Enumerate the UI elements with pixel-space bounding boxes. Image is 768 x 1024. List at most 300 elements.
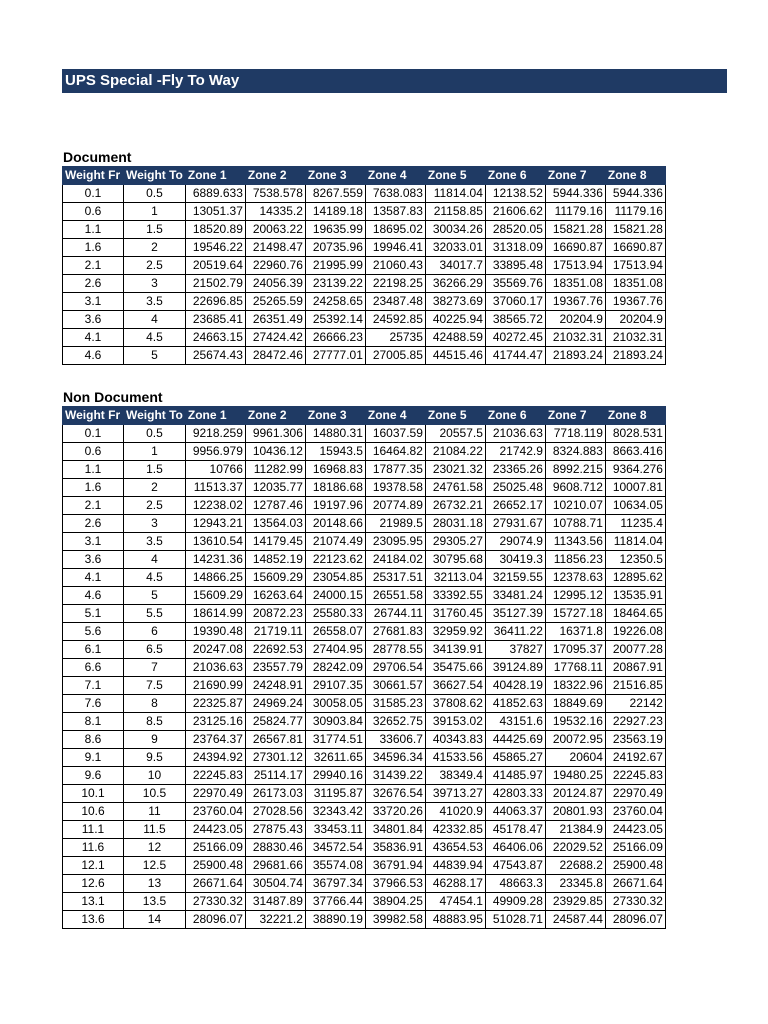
table-row	[63, 911, 666, 929]
rate-cell: 45178.47	[485, 821, 545, 839]
page-title: UPS Special -Fly To Way	[62, 69, 727, 93]
rate-cell: 18351.08	[605, 275, 665, 293]
weight-from-cell: 4.1	[63, 329, 124, 347]
table-row	[63, 425, 666, 443]
rate-cell: 14179.45	[245, 533, 305, 551]
rate-cell: 24761.58	[425, 479, 485, 497]
table-row	[63, 275, 666, 293]
weight-from-cell: 4.6	[63, 587, 124, 605]
rate-cell: 23365.26	[485, 461, 545, 479]
weight-to-cell: 5	[124, 587, 186, 605]
rate-cell: 17877.35	[365, 461, 425, 479]
weight-from-cell: 3.1	[63, 293, 124, 311]
rate-cell: 8028.531	[605, 425, 665, 443]
weight-to-cell: 4.5	[124, 569, 186, 587]
rate-cell: 27301.12	[245, 749, 305, 767]
weight-from-cell: 6.6	[63, 659, 124, 677]
column-header: Weight Fr	[63, 167, 124, 185]
rate-cell: 24056.39	[245, 275, 305, 293]
rate-cell: 29107.35	[305, 677, 365, 695]
rate-cell: 19197.96	[305, 497, 365, 515]
rate-cell: 35574.08	[305, 857, 365, 875]
rate-cell: 18520.89	[185, 221, 245, 239]
weight-to-cell: 12	[124, 839, 186, 857]
rate-cell: 25265.59	[245, 293, 305, 311]
rate-cell: 27005.85	[365, 347, 425, 365]
weight-to-cell: 4	[124, 311, 186, 329]
weight-to-cell: 7.5	[124, 677, 186, 695]
rate-cell: 18322.96	[545, 677, 605, 695]
weight-from-cell: 9.1	[63, 749, 124, 767]
rate-cell: 35127.39	[485, 605, 545, 623]
document-section-label: Document	[63, 149, 132, 165]
rate-cell: 26551.58	[365, 587, 425, 605]
rate-cell: 31760.45	[425, 605, 485, 623]
rate-cell: 47543.87	[485, 857, 545, 875]
rate-cell: 30661.57	[365, 677, 425, 695]
weight-from-cell: 12.1	[63, 857, 124, 875]
rate-cell: 33481.24	[485, 587, 545, 605]
rate-cell: 31585.23	[365, 695, 425, 713]
rate-cell: 12995.12	[545, 587, 605, 605]
weight-from-cell: 1.6	[63, 479, 124, 497]
weight-from-cell: 1.6	[63, 239, 124, 257]
rate-cell: 21084.22	[425, 443, 485, 461]
weight-from-cell: 2.1	[63, 257, 124, 275]
rate-cell: 8324.883	[545, 443, 605, 461]
column-header: Zone 8	[605, 407, 665, 425]
rate-cell: 13564.03	[245, 515, 305, 533]
weight-to-cell: 2	[124, 239, 186, 257]
rate-cell: 24000.15	[305, 587, 365, 605]
rate-cell: 13051.37	[185, 203, 245, 221]
weight-from-cell: 1.1	[63, 221, 124, 239]
table-row	[63, 893, 666, 911]
rate-cell: 20077.28	[605, 641, 665, 659]
rate-cell: 12350.5	[605, 551, 665, 569]
rate-cell: 25900.48	[605, 857, 665, 875]
weight-from-cell: 0.1	[63, 185, 124, 203]
rate-cell: 41744.47	[485, 347, 545, 365]
column-header: Zone 5	[425, 167, 485, 185]
rate-cell: 33720.26	[365, 803, 425, 821]
rate-cell: 16968.83	[305, 461, 365, 479]
column-header: Zone 2	[245, 407, 305, 425]
rate-cell: 35569.76	[485, 275, 545, 293]
rate-cell: 45865.27	[485, 749, 545, 767]
rate-cell: 22688.2	[545, 857, 605, 875]
weight-to-cell: 5	[124, 347, 186, 365]
rate-cell: 22325.87	[185, 695, 245, 713]
rate-cell: 41020.9	[425, 803, 485, 821]
rate-cell: 11814.04	[425, 185, 485, 203]
rate-cell: 29074.9	[485, 533, 545, 551]
rate-cell: 46406.06	[485, 839, 545, 857]
rate-cell: 9608.712	[545, 479, 605, 497]
weight-to-cell: 10.5	[124, 785, 186, 803]
weight-to-cell: 13.5	[124, 893, 186, 911]
rate-cell: 11513.37	[185, 479, 245, 497]
rate-cell: 28830.46	[245, 839, 305, 857]
column-header: Zone 1	[185, 407, 245, 425]
table-row	[63, 767, 666, 785]
rate-cell: 20735.96	[305, 239, 365, 257]
rate-cell: 48663.3	[485, 875, 545, 893]
rate-cell: 21989.5	[365, 515, 425, 533]
weight-from-cell: 7.6	[63, 695, 124, 713]
table-row	[63, 533, 666, 551]
rate-cell: 38273.69	[425, 293, 485, 311]
rate-cell: 33392.55	[425, 587, 485, 605]
rate-cell: 9961.306	[245, 425, 305, 443]
rate-cell: 25735	[365, 329, 425, 347]
rate-cell: 25392.14	[305, 311, 365, 329]
rate-cell: 28096.07	[605, 911, 665, 929]
weight-from-cell: 0.6	[63, 203, 124, 221]
rate-cell: 23139.22	[305, 275, 365, 293]
rate-cell: 19946.41	[365, 239, 425, 257]
weight-to-cell: 10	[124, 767, 186, 785]
weight-from-cell: 5.1	[63, 605, 124, 623]
rate-cell: 25900.48	[185, 857, 245, 875]
rate-cell: 27777.01	[305, 347, 365, 365]
weight-from-cell: 6.1	[63, 641, 124, 659]
rate-cell: 20801.93	[545, 803, 605, 821]
rate-cell: 21690.99	[185, 677, 245, 695]
rate-cell: 26671.64	[185, 875, 245, 893]
rate-cell: 28472.46	[245, 347, 305, 365]
rate-cell: 19635.99	[305, 221, 365, 239]
rate-cell: 15609.29	[245, 569, 305, 587]
weight-to-cell: 1.5	[124, 221, 186, 239]
rate-cell: 10788.71	[545, 515, 605, 533]
rate-cell: 17513.94	[605, 257, 665, 275]
table-row	[63, 551, 666, 569]
rate-cell: 44063.37	[485, 803, 545, 821]
rate-cell: 21498.47	[245, 239, 305, 257]
rate-cell: 23764.37	[185, 731, 245, 749]
weight-to-cell: 6	[124, 623, 186, 641]
rate-cell: 27330.32	[605, 893, 665, 911]
rate-cell: 23563.19	[605, 731, 665, 749]
rate-cell: 20072.95	[545, 731, 605, 749]
rate-cell: 26351.49	[245, 311, 305, 329]
rate-cell: 20148.66	[305, 515, 365, 533]
weight-from-cell: 8.1	[63, 713, 124, 731]
rate-cell: 44839.94	[425, 857, 485, 875]
rate-cell: 24587.44	[545, 911, 605, 929]
rate-cell: 25580.33	[305, 605, 365, 623]
weight-to-cell: 3.5	[124, 533, 186, 551]
rate-cell: 22142	[605, 695, 665, 713]
rate-cell: 27028.56	[245, 803, 305, 821]
rate-cell: 30058.05	[305, 695, 365, 713]
weight-to-cell: 9.5	[124, 749, 186, 767]
weight-to-cell: 11.5	[124, 821, 186, 839]
weight-to-cell: 14	[124, 911, 186, 929]
rate-cell: 16263.64	[245, 587, 305, 605]
rate-cell: 18351.08	[545, 275, 605, 293]
table-row	[63, 641, 666, 659]
table-row	[63, 239, 666, 257]
rate-cell: 12378.63	[545, 569, 605, 587]
rate-cell: 23345.8	[545, 875, 605, 893]
rate-cell: 37808.62	[425, 695, 485, 713]
table-row	[63, 203, 666, 221]
weight-from-cell: 13.6	[63, 911, 124, 929]
rate-cell: 31318.09	[485, 239, 545, 257]
rate-cell: 15609.29	[185, 587, 245, 605]
rate-cell: 21074.49	[305, 533, 365, 551]
rate-cell: 21516.85	[605, 677, 665, 695]
rate-cell: 20204.9	[605, 311, 665, 329]
rate-cell: 18614.99	[185, 605, 245, 623]
rate-cell: 32676.54	[365, 785, 425, 803]
rate-cell: 30034.26	[425, 221, 485, 239]
rate-cell: 8992.215	[545, 461, 605, 479]
rate-cell: 22029.52	[545, 839, 605, 857]
rate-cell: 35475.66	[425, 659, 485, 677]
rate-cell: 36411.22	[485, 623, 545, 641]
column-header: Weight Fr	[63, 407, 124, 425]
rate-cell: 37827	[485, 641, 545, 659]
weight-from-cell: 3.6	[63, 311, 124, 329]
rate-cell: 43151.6	[485, 713, 545, 731]
rate-cell: 12035.77	[245, 479, 305, 497]
rate-cell: 12138.52	[485, 185, 545, 203]
column-header: Weight To	[124, 407, 186, 425]
rate-cell: 24394.92	[185, 749, 245, 767]
rate-cell: 26652.17	[485, 497, 545, 515]
rate-cell: 25166.09	[185, 839, 245, 857]
rate-cell: 40343.83	[425, 731, 485, 749]
rate-cell: 9956.979	[185, 443, 245, 461]
rate-cell: 17095.37	[545, 641, 605, 659]
rate-cell: 11179.16	[605, 203, 665, 221]
rate-cell: 15727.18	[545, 605, 605, 623]
rate-cell: 29305.27	[425, 533, 485, 551]
rate-cell: 23760.04	[185, 803, 245, 821]
table-row	[63, 185, 666, 203]
rate-cell: 28778.55	[365, 641, 425, 659]
table-row	[63, 569, 666, 587]
rate-cell: 20063.22	[245, 221, 305, 239]
rate-cell: 22970.49	[605, 785, 665, 803]
rate-cell: 11856.23	[545, 551, 605, 569]
rate-cell: 12943.21	[185, 515, 245, 533]
rate-cell: 20604	[545, 749, 605, 767]
weight-from-cell: 1.1	[63, 461, 124, 479]
rate-cell: 17513.94	[545, 257, 605, 275]
rate-cell: 32113.04	[425, 569, 485, 587]
rate-cell: 16464.82	[365, 443, 425, 461]
weight-to-cell: 3.5	[124, 293, 186, 311]
rate-cell: 7538.578	[245, 185, 305, 203]
rate-cell: 29940.16	[305, 767, 365, 785]
rate-cell: 37966.53	[365, 875, 425, 893]
rate-cell: 40428.19	[485, 677, 545, 695]
rate-cell: 20872.23	[245, 605, 305, 623]
rate-cell: 38565.72	[485, 311, 545, 329]
rate-cell: 23929.85	[545, 893, 605, 911]
rate-cell: 19226.08	[605, 623, 665, 641]
rate-cell: 14231.36	[185, 551, 245, 569]
rate-cell: 32959.92	[425, 623, 485, 641]
rate-cell: 28242.09	[305, 659, 365, 677]
rate-cell: 21384.9	[545, 821, 605, 839]
rate-cell: 33606.7	[365, 731, 425, 749]
column-header: Zone 1	[185, 167, 245, 185]
rate-cell: 32652.75	[365, 713, 425, 731]
rate-cell: 26173.03	[245, 785, 305, 803]
rate-cell: 30903.84	[305, 713, 365, 731]
weight-from-cell: 11.6	[63, 839, 124, 857]
rate-cell: 19390.48	[185, 623, 245, 641]
rate-cell: 51028.71	[485, 911, 545, 929]
table-row	[63, 749, 666, 767]
rate-cell: 39153.02	[425, 713, 485, 731]
rate-cell: 13587.83	[365, 203, 425, 221]
rate-cell: 10210.07	[545, 497, 605, 515]
table-row	[63, 587, 666, 605]
rate-cell: 22960.76	[245, 257, 305, 275]
rate-cell: 43654.53	[425, 839, 485, 857]
rate-cell: 25317.51	[365, 569, 425, 587]
table-row	[63, 329, 666, 347]
rate-cell: 19532.16	[545, 713, 605, 731]
weight-to-cell: 4.5	[124, 329, 186, 347]
non-document-rate-table	[62, 406, 666, 929]
weight-to-cell: 9	[124, 731, 186, 749]
rate-cell: 31195.87	[305, 785, 365, 803]
rate-cell: 25166.09	[605, 839, 665, 857]
table-row	[63, 479, 666, 497]
table-header-row	[63, 167, 666, 185]
rate-cell: 28031.18	[425, 515, 485, 533]
rate-cell: 14880.31	[305, 425, 365, 443]
rate-cell: 23487.48	[365, 293, 425, 311]
rate-cell: 25824.77	[245, 713, 305, 731]
weight-from-cell: 2.1	[63, 497, 124, 515]
weight-to-cell: 3	[124, 515, 186, 533]
weight-from-cell: 3.6	[63, 551, 124, 569]
rate-cell: 21606.62	[485, 203, 545, 221]
rate-cell: 11343.56	[545, 533, 605, 551]
rate-cell: 48883.95	[425, 911, 485, 929]
table-row	[63, 257, 666, 275]
rate-cell: 19367.76	[545, 293, 605, 311]
weight-from-cell: 0.1	[63, 425, 124, 443]
rate-cell: 22927.23	[605, 713, 665, 731]
rate-cell: 20519.64	[185, 257, 245, 275]
rate-cell: 10436.12	[245, 443, 305, 461]
rate-cell: 21036.63	[485, 425, 545, 443]
rate-cell: 36797.34	[305, 875, 365, 893]
rate-cell: 20247.08	[185, 641, 245, 659]
weight-to-cell: 6.5	[124, 641, 186, 659]
rate-cell: 36627.54	[425, 677, 485, 695]
rate-cell: 39124.89	[485, 659, 545, 677]
table-row	[63, 497, 666, 515]
rate-cell: 6889.633	[185, 185, 245, 203]
rate-cell: 49909.28	[485, 893, 545, 911]
rate-cell: 39713.27	[425, 785, 485, 803]
rate-cell: 23021.32	[425, 461, 485, 479]
rate-cell: 25025.48	[485, 479, 545, 497]
rate-cell: 32611.65	[305, 749, 365, 767]
rate-cell: 38349.4	[425, 767, 485, 785]
rate-cell: 11179.16	[545, 203, 605, 221]
rate-cell: 21158.85	[425, 203, 485, 221]
rate-cell: 39982.58	[365, 911, 425, 929]
rate-cell: 15821.28	[605, 221, 665, 239]
rate-cell: 40225.94	[425, 311, 485, 329]
rate-cell: 24423.05	[185, 821, 245, 839]
rate-cell: 11282.99	[245, 461, 305, 479]
rate-cell: 21742.9	[485, 443, 545, 461]
weight-to-cell: 8	[124, 695, 186, 713]
rate-cell: 14852.19	[245, 551, 305, 569]
table-row	[63, 515, 666, 533]
weight-to-cell: 12.5	[124, 857, 186, 875]
rate-cell: 38904.25	[365, 893, 425, 911]
weight-from-cell: 4.6	[63, 347, 124, 365]
rate-cell: 22970.49	[185, 785, 245, 803]
table-row	[63, 785, 666, 803]
rate-cell: 21502.79	[185, 275, 245, 293]
rate-cell: 24192.67	[605, 749, 665, 767]
rate-cell: 36791.94	[365, 857, 425, 875]
rate-cell: 12238.02	[185, 497, 245, 515]
non-document-section-label: Non Document	[63, 389, 163, 405]
rate-cell: 12787.46	[245, 497, 305, 515]
rate-cell: 10634.05	[605, 497, 665, 515]
rate-cell: 18695.02	[365, 221, 425, 239]
table-row	[63, 443, 666, 461]
rate-cell: 24258.65	[305, 293, 365, 311]
weight-to-cell: 3	[124, 275, 186, 293]
rate-cell: 21893.24	[545, 347, 605, 365]
rate-cell: 5944.336	[605, 185, 665, 203]
column-header: Zone 6	[485, 407, 545, 425]
column-header: Zone 4	[365, 407, 425, 425]
rate-cell: 34017.7	[425, 257, 485, 275]
weight-to-cell: 1	[124, 443, 186, 461]
rate-cell: 19480.25	[545, 767, 605, 785]
rate-cell: 19367.76	[605, 293, 665, 311]
rate-cell: 32221.2	[245, 911, 305, 929]
rate-cell: 20557.5	[425, 425, 485, 443]
weight-to-cell: 2.5	[124, 257, 186, 275]
table-row	[63, 311, 666, 329]
weight-to-cell: 4	[124, 551, 186, 569]
weight-to-cell: 1	[124, 203, 186, 221]
rate-cell: 25674.43	[185, 347, 245, 365]
rate-cell: 23685.41	[185, 311, 245, 329]
rate-cell: 33453.11	[305, 821, 365, 839]
rate-cell: 13610.54	[185, 533, 245, 551]
rate-cell: 12895.62	[605, 569, 665, 587]
table-header-row	[63, 407, 666, 425]
rate-cell: 11235.4	[605, 515, 665, 533]
weight-to-cell: 0.5	[124, 425, 186, 443]
rate-cell: 22198.25	[365, 275, 425, 293]
rate-cell: 18464.65	[605, 605, 665, 623]
rate-cell: 26671.64	[605, 875, 665, 893]
rate-cell: 10007.81	[605, 479, 665, 497]
rate-cell: 24592.85	[365, 311, 425, 329]
rate-cell: 41485.97	[485, 767, 545, 785]
